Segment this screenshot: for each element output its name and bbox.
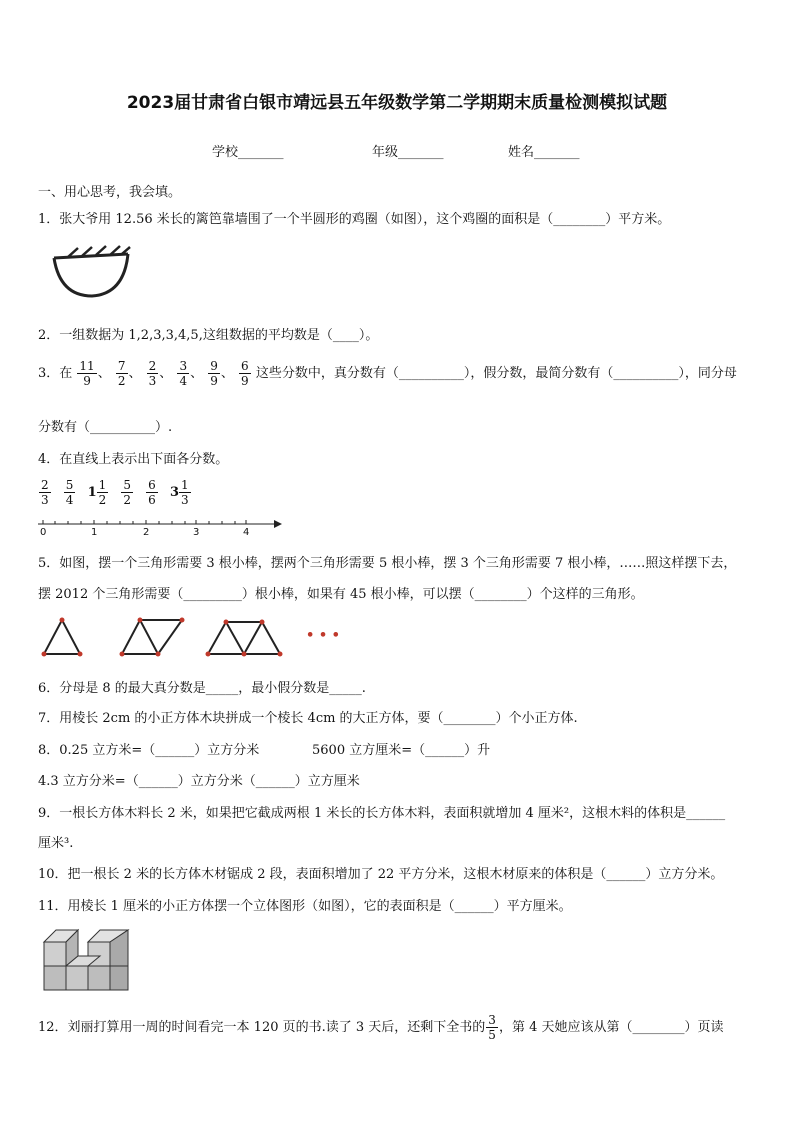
fraction: $\frac{3}{5}$ — [488, 1013, 496, 1042]
question-8: 8．0.25 立方米=（______）立方分米 — [38, 743, 260, 758]
triangles-figure — [38, 612, 338, 662]
page-title: 2023届甘肃省白银市靖远县五年级数学第二学期期末质量检测模拟试题 — [126, 93, 668, 113]
question-9: 9．一根长方体木料长 2 米，如果把它截成两根 1 米长的长方体木料，表面积就增加 4 厘米²，这根木料的体积是______ — [38, 806, 726, 821]
fraction: $\frac{6}{6}$ — [148, 478, 156, 507]
tick-label: 4 — [243, 527, 250, 538]
tick-label: 0 — [40, 527, 47, 538]
question-3: 3．在 $\frac{11}{9}$ 、 $\frac{7}{2}$ 、 $\frac{2}{3}$ 、 $\frac{3}{4}$ 、 $\frac{9}{9}$ 、 $\frac{6}{9}$ 这些分数中，真分数有（__________），假分数，最简分数有（__________），同分母 — [38, 359, 737, 388]
fraction: $\frac{9}{9}$ — [210, 359, 218, 388]
q3-suffix: 这些分数中，真分数有（__________），假分数，最简分数有（__________），同分母 — [255, 366, 737, 381]
continuation-dots: • • • — [306, 628, 340, 643]
question-3-line2: 分数有（__________）. — [38, 420, 173, 435]
question-5-line2: 摆 2012 个三角形需要（_________）根小棒，如果有 45 根小棒，可以摆（________）个这样的三角形。 — [38, 587, 644, 602]
question-8-part2: 5600 立方厘米=（______）升 — [312, 743, 491, 758]
grade-field[interactable]: 年级_______ — [372, 145, 444, 160]
fraction: $\frac{5}{4}$ — [65, 478, 74, 507]
school-field[interactable]: 学校_______ — [212, 145, 284, 160]
fraction: $\frac{3}{4}$ — [179, 359, 188, 388]
mixed-number: 3 $\frac{1}{3}$ — [169, 478, 189, 507]
question-6: 6．分母是 8 的最大真分数是_____，最小假分数是_____. — [38, 681, 366, 696]
question-7: 7．用棱长 2cm 的小正方体木块拼成一个棱长 4cm 的大正方体，要（________）个小正方体. — [38, 711, 578, 726]
tick-label: 1 — [91, 527, 98, 538]
name-field[interactable]: 姓名_______ — [508, 145, 580, 160]
cubes-figure — [42, 926, 134, 994]
fraction: $\frac{7}{2}$ — [117, 359, 126, 388]
question-1: 1．张大爷用 12.56 米长的篱笆靠墙围了一个半圆形的鸡圈（如图），这个鸡圈的面积是（________）平方米。 — [38, 212, 671, 227]
fraction: $\frac{5}{2}$ — [123, 478, 132, 507]
fraction: $\frac{2}{3}$ — [148, 359, 157, 388]
question-11: 11．用棱长 1 厘米的小正方体摆一个立体图形（如图），它的表面积是（______）平方厘米。 — [38, 899, 572, 914]
tick-label: 2 — [143, 527, 150, 538]
fraction: $\frac{11}{9}$ — [79, 359, 95, 388]
section-heading: 一、用心思考，我会填。 — [38, 185, 182, 200]
question-4: 4．在直线上表示出下面各分数。 — [38, 452, 229, 467]
semicircle-figure — [50, 240, 134, 302]
question-12: 12．刘丽打算用一周的时间看完一本 120 页的书.读了 3 天后，还剩下全书的 $\frac{3}{5}$ ，第 4 天她应该从第（________）页读 — [38, 1013, 724, 1042]
mixed-number: 1 $\frac{1}{2}$ — [87, 478, 107, 507]
fraction: $\frac{2}{3}$ — [41, 478, 49, 507]
q3-prefix: 3．在 — [38, 366, 73, 381]
question-9-line2: 厘米³. — [38, 836, 74, 851]
question-8-line2: 4.3 立方分米=（______）立方分米（______）立方厘米 — [38, 774, 360, 789]
question-2: 2．一组数据为 1,2,3,3,4,5,这组数据的平均数是（____）。 — [38, 328, 379, 343]
question-10: 10．把一根长 2 米的长方体木材锯成 2 段，表面积增加了 22 平方分米，这根木材原来的体积是（______）立方分米。 — [38, 867, 724, 882]
fraction: $\frac{6}{9}$ — [241, 359, 249, 388]
question-5: 5．如图，摆一个三角形需要 3 根小棒，摆两个三角形需要 5 根小棒，摆 3 个三角形需要 7 根小棒，……照这样摆下去， — [38, 556, 737, 571]
number-line-fractions — [38, 478, 199, 507]
tick-label: 3 — [193, 527, 200, 538]
